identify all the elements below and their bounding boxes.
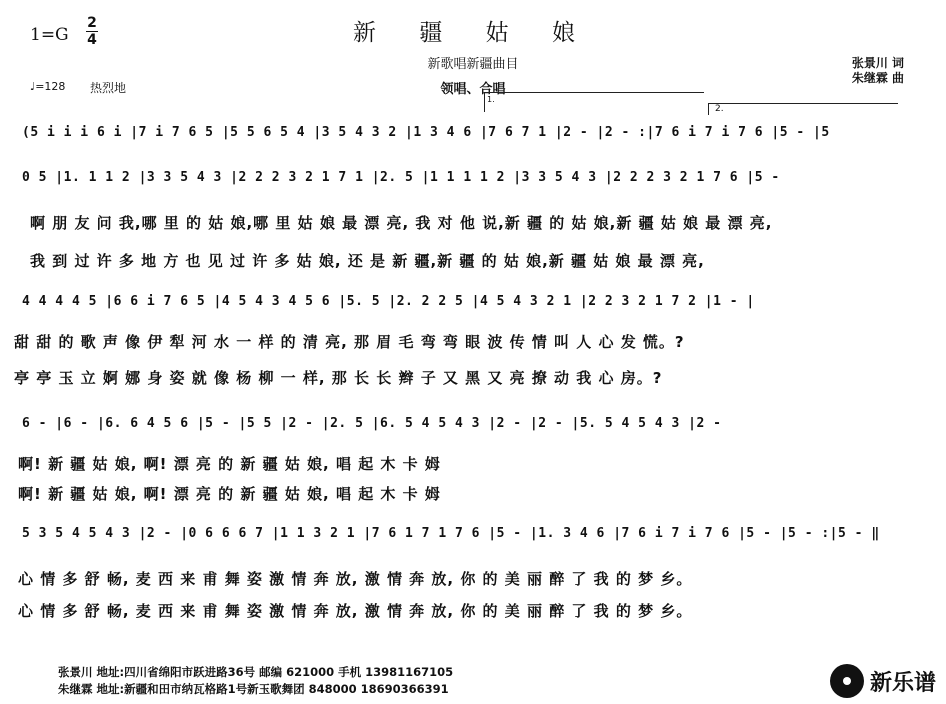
lyric-row-2-verse-1: 啊 朋 友 问 我,哪 里 的 姑 娘,哪 里 姑 娘 最 漂 亮, 我 对 他 说,新 疆 的 姑 娘,新 疆 姑 娘 最 漂 亮, <box>30 214 773 232</box>
lyric-row-2-verse-2: 我 到 过 许 多 地 方 也 见 过 许 多 姑 娘, 还 是 新 疆,新 疆 的 姑 娘,新 疆 姑 娘 最 漂 亮, <box>30 252 705 270</box>
credits <box>852 56 904 86</box>
time-signature-bottom: 4 <box>87 32 97 48</box>
performance-note: 领唱、合唱 <box>440 82 506 97</box>
expression-marking: 热烈地 <box>90 81 127 95</box>
volta-bracket-1-line <box>484 92 704 93</box>
volta-bracket-2-start <box>708 103 709 115</box>
lyricist-credit: 张景川 词 <box>851 56 904 70</box>
volta-bracket-1-start <box>484 92 485 112</box>
notation-row-1: (5 i i i 6 i |7 i 7 6 5 |5 5 6 5 4 |3 5 4 3 2 |1 3 4 6 |7 6 7 1 |2 - |2 - :|7 6 i 7 i 7 6 |5 - |5 <box>22 125 830 140</box>
lyric-row-3-verse-1: 甜 甜 的 歌 声 像 伊 犁 河 水 一 样 的 清 亮, 那 眉 毛 弯 弯 眼 波 传 情 叫 人 心 发 慌。? <box>14 333 685 351</box>
lyric-row-5-verse-2: 心 情 多 舒 畅, 麦 西 来 甫 舞 姿 激 情 奔 放, 激 情 奔 放, 你 的 美 丽 醉 了 我 的 梦 乡。 <box>18 602 693 620</box>
notation-row-5: 5 3 5 4 5 4 3 |2 - |0 6 6 6 7 |1 1 3 2 1 |7 6 1 7 1 7 6 |5 - |1. 3 4 6 |7 6 i 7 i 7 6 |5 - |5 - :|5 - ‖ <box>22 526 880 541</box>
song-title: 新 疆 姑 娘 <box>353 20 593 46</box>
lyric-row-5-verse-1: 心 情 多 舒 畅, 麦 西 来 甫 舞 姿 激 情 奔 放, 激 情 奔 放, 你 的 美 丽 醉 了 我 的 梦 乡。 <box>18 570 693 588</box>
song-subtitle: 新歌唱新疆曲目 <box>427 57 519 72</box>
volta-bracket-2-line <box>708 103 898 104</box>
notation-row-4: 6 - |6 - |6. 6 4 5 6 |5 - |5 5 |2 - |2. 5 |6. 5 4 5 4 3 |2 - |2 - |5. 5 4 5 4 3 |2 - <box>22 416 722 431</box>
lyric-row-3-verse-2: 亭 亭 玉 立 婀 娜 身 姿 就 像 杨 柳 一 样, 那 长 长 辫 子 又 黑 又 亮 撩 动 我 心 房。? <box>14 369 663 387</box>
record-disc-icon <box>830 664 864 698</box>
volta-2-label: 2. <box>715 104 724 114</box>
lyric-row-4-verse-2: 啊! 新 疆 姑 娘, 啊! 漂 亮 的 新 疆 姑 娘, 唱 起 木 卡 姆 <box>18 485 441 503</box>
time-signature-top: 2 <box>87 15 97 31</box>
key-signature: 1=G <box>30 25 69 45</box>
composer-credit: 朱继霖 曲 <box>851 71 904 85</box>
volta-1-label: 1. <box>487 95 495 104</box>
footer-contact-lyricist: 张景川 地址:四川省绵阳市跃进路36号 邮编 621000 手机 13981167105 <box>58 665 454 679</box>
footer-contact-composer: 朱继霖 地址:新疆和田市纳瓦格路1号新玉歌舞团 848000 18690366391 <box>58 682 449 696</box>
notation-row-3: 4 4 4 4 5 |6 6 i 7 6 5 |4 5 4 3 4 5 6 |5. 5 |2. 2 2 5 |4 5 4 3 2 1 |2 2 3 2 1 7 2 |1 - | <box>22 294 755 309</box>
lyric-row-4-verse-1: 啊! 新 疆 姑 娘, 啊! 漂 亮 的 新 疆 姑 娘, 唱 起 木 卡 姆 <box>18 455 441 473</box>
notation-row-2: 0 5 |1. 1 1 2 |3 3 5 4 3 |2 2 2 3 2 1 7 1 |2. 5 |1 1 1 1 2 |3 3 5 4 3 |2 2 2 3 2 1 7 6 |5 - <box>22 170 780 185</box>
site-logo-text: 新乐谱 <box>869 670 936 696</box>
site-logo <box>830 664 936 698</box>
tempo-marking: ♩=128 <box>30 80 66 93</box>
